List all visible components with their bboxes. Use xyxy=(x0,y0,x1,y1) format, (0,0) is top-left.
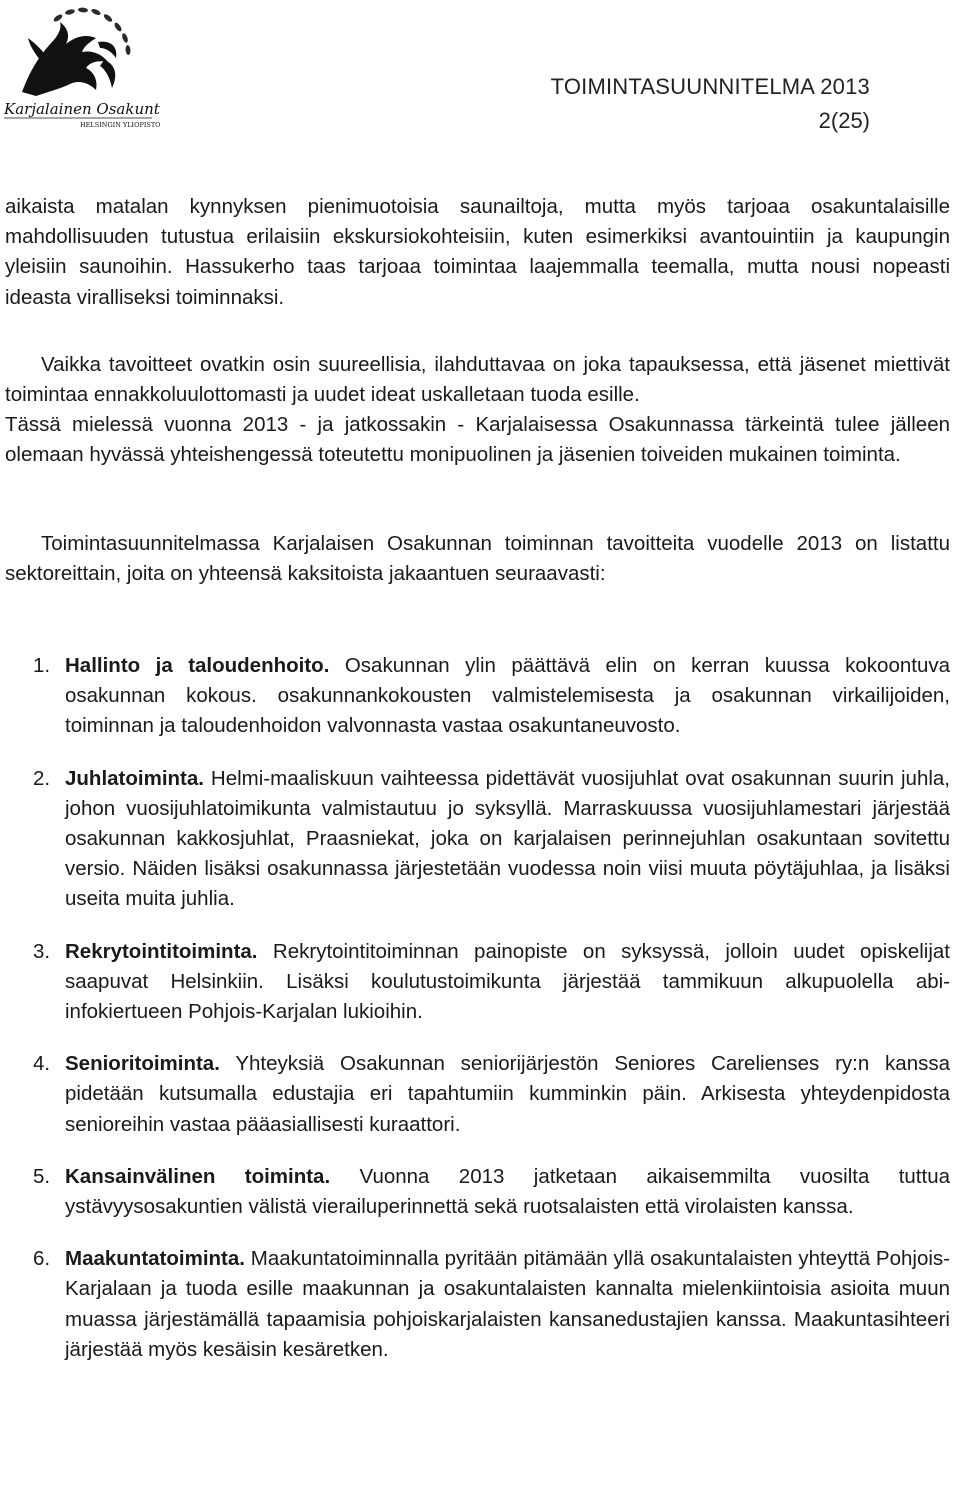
sector-text: Rekrytointitoiminnan painopiste on syksyssä, jolloin uudet opiskelijat saapuvat Helsinkiin. Lisäksi koulutustoimikunta järjestää tammikuun alkupuolella abi-infokiertueen Pohjois-Karjalan lukioihin. xyxy=(65,939,950,1024)
sector-text: Yhteyksiä Osakunnan seniorijärjestön Seniores Carelienses ry:n kanssa pidetään kutsumalla edustajia eri tapahtumiin kumminkin päin. Arkisesta yhteydenpidosta senioreihin vastaa pääasiallisesti kuraattori. xyxy=(65,1052,950,1136)
logo-subtext: HELSINGIN YLIOPISTO xyxy=(80,121,160,129)
sector-text: Vuonna 2013 jatketaan aikaisemmilta vuosilta tuttua ystävyysosakuntien välistä vierailuperinnettä sekä ruotsalaisten että virolaisten kanssa. xyxy=(65,1164,951,1219)
sector-text: Osakunnan ylin päättävä elin on kerran kuussa kokoontuva osakunnan kokous. osakunnankokousten valmistelemisesta ja osakunnan virkailijoiden, toiminnan ja taloudenhoidon valvonnasta vastaa osakuntaneuvosto. xyxy=(65,654,950,738)
list-number: 3. xyxy=(33,939,51,963)
list-item xyxy=(5,937,950,1028)
paragraph: Tässä mielessä vuonna 2013 - ja jatkossakin - Karjalaisessa Osakunnassa tärkeintä tulee jälleen olemaan hyvässä yhteishengessä toteutettu monipuolinen ja jäsenien toiveiden mukainen toiminta. xyxy=(5,413,950,467)
list-number: 5. xyxy=(33,1164,51,1188)
sector-title: Hallinto ja taloudenhoito. xyxy=(65,654,330,678)
list-number: 1. xyxy=(33,654,51,678)
paragraph: aikaista matalan kynnyksen pienimuotoisia saunailtoja, mutta myös tarjoaa osakuntalaisille mahdollisuuden tutustua erilaisiin ekskursiokohteisiin, kuten esimerkiksi avantouintiin ja kaupungin yleisiin saunoihin. Hassukerho taas tarjoaa toimintaa laajemmalla teemalla, mutta nousi nopeasti ideasta viralliseksi toiminnaksi. xyxy=(5,195,950,309)
list-number: 2. xyxy=(33,766,51,790)
list-number: 6. xyxy=(33,1247,51,1271)
sector-title: Rekrytointitoiminta. xyxy=(65,939,258,963)
sector-text: Maakuntatoiminnalla pyritään pitämään yllä osakuntalaisten yhteyttä Pohjois-Karjalaan ja tuoda esille maakunnan ja osakuntalaisten kannalta mielenkiintoisia asioita muun muassa järjestämällä tapaamisia pohjoiskarjalaisten kansanedustajien kanssa. Maakuntasihteeri järjestää myös kesäisin kesäretken. xyxy=(65,1247,950,1361)
sector-title: Maakuntatoiminta. xyxy=(65,1247,245,1271)
organization-logo xyxy=(0,0,160,132)
sector-title: Senioritoiminta. xyxy=(65,1052,220,1076)
list-number: 4. xyxy=(33,1052,51,1076)
list-item xyxy=(5,651,950,742)
sector-title: Kansainvälinen toiminta. xyxy=(65,1164,331,1188)
list-item xyxy=(5,1049,950,1140)
list-item xyxy=(5,1162,950,1222)
page-number: 2(25) xyxy=(818,108,870,133)
list-item xyxy=(5,1244,950,1365)
sector-text: Helmi-maaliskuun vaihteessa pidettävät vuosijuhlat ovat osakunnan suurin juhla, johon vuosijuhlatoimikunta valmistautuu jo syksyllä. Marraskuussa vuosijuhlamestari järjestää osakunnan kakkosjuhlat, Praasniekat, joka on karjalaisen perinnejuhlan osakuntaan sovitettu versio. Näiden lisäksi osakunnassa järjestetään vuodessa noin viisi muuta pöytäjuhlaa, ja lisäksi useita muita juhlia. xyxy=(65,766,950,911)
paragraph: Vaikka tavoitteet ovatkin osin suureellisia, ilahduttavaa on joka tapauksessa, että jäsenet miettivät toimintaa ennakkoluulottomasti ja uudet ideat uskalletaan tuoda esille. xyxy=(5,352,950,407)
sector-list xyxy=(5,651,950,1365)
sector-title: Juhlatoiminta. xyxy=(65,766,204,790)
document-body xyxy=(5,192,950,1387)
logo-wordmark: Karjalainen Osakunta xyxy=(4,100,160,118)
document-title: TOIMINTASUUNNITELMA 2013 xyxy=(550,74,870,99)
list-item xyxy=(5,764,950,915)
paragraph: Toimintasuunnitelmassa Karjalaisen Osakunnan toiminnan tavoitteita vuodelle 2013 on listattu sektoreittain, joita on yhteensä kaksitoista jakaantuen seuraavasti: xyxy=(5,531,950,585)
